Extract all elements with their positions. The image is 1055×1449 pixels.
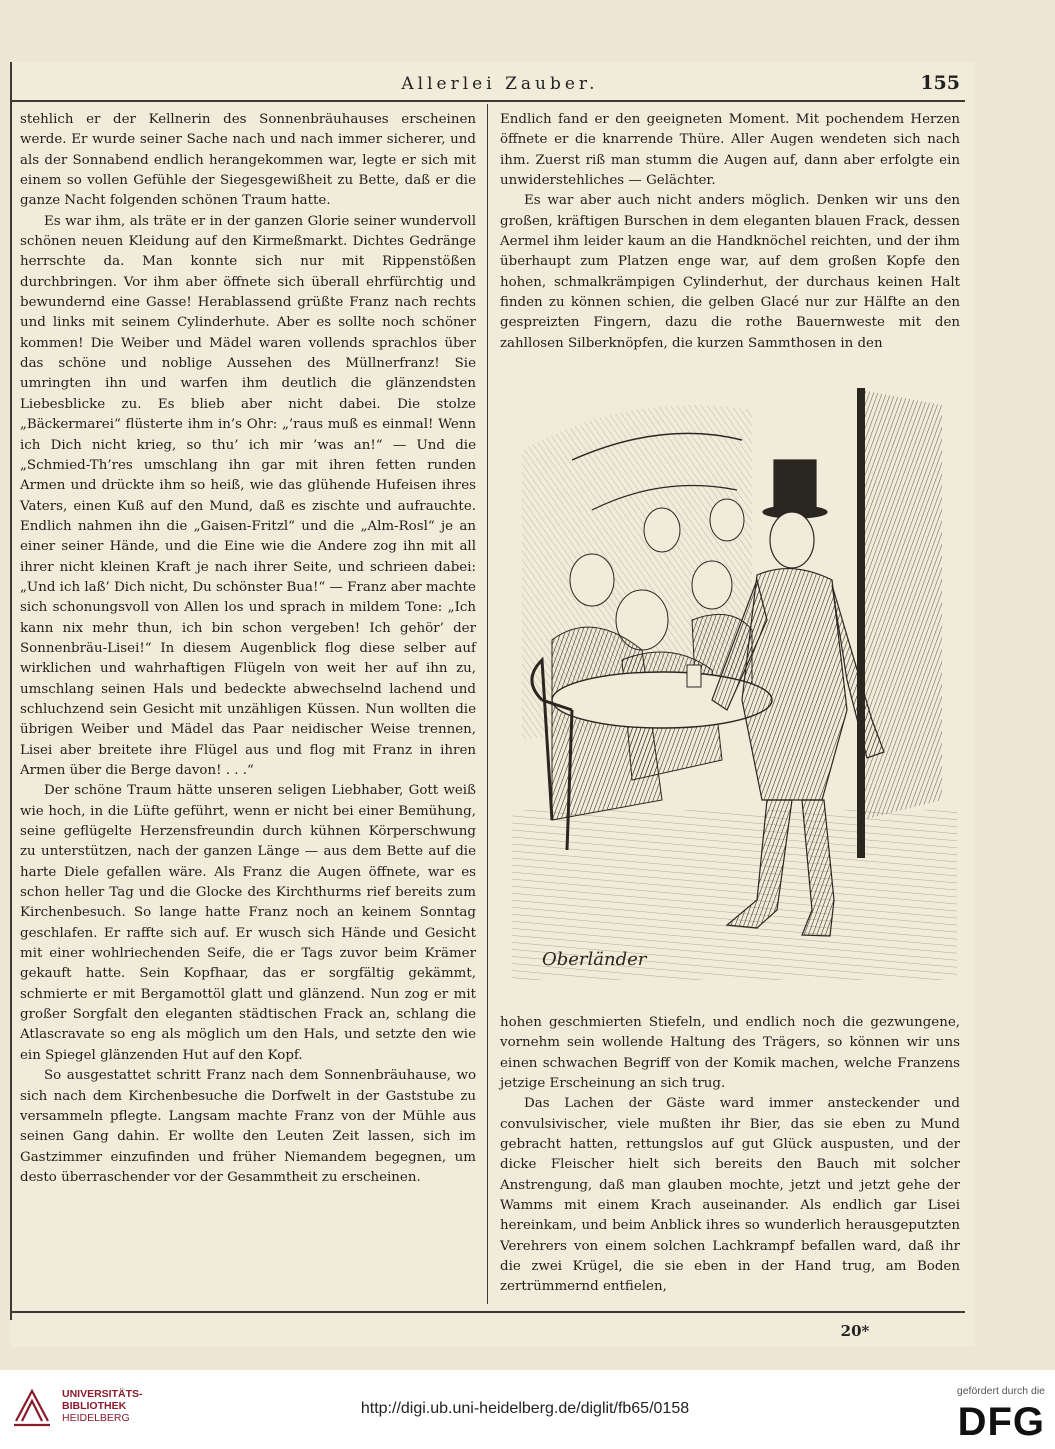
- university-seal-icon: [10, 1385, 54, 1429]
- running-head-title: Allerlei Zauber.: [401, 74, 599, 94]
- library-name: UNIVERSITÄTS- BIBLIOTHEK HEIDELBERG: [62, 1388, 143, 1424]
- text-column-right-top: [500, 110, 960, 374]
- paragraph: stehlich er der Kellnerin des Sonnenbräuhauses erscheinen werde. Er wurde seiner Sache nach und nach immer sicherer, und als der Sonnabend endlich herangekommen war, legte er sich mit einem so vollen Gefühle der Siegesgewißheit zu Bette, daß er die ganze Nacht folgenden schönen Traum hatte.: [20, 112, 476, 209]
- page-left-border: [10, 62, 12, 1320]
- artist-signature: Oberländer: [542, 949, 647, 970]
- paragraph: Endlich fand er den geeigneten Moment. Mit pochendem Herzen öffnete er die knarrende Thüre. Aller Augen wendeten sich nach ihm. Zuerst riß man stumm die Augen auf, dann aber erfolgte ein unwiderstehliches — Gelächter.: [500, 112, 960, 189]
- footer-rule: [10, 1311, 965, 1313]
- page-number: 155: [920, 72, 960, 94]
- paragraph: So ausgestattet schritt Franz nach dem Sonnenbräuhause, wo sich nach dem Kirchenbesuche die Dorfwelt in der Gaststube zu versammeln pflegte. Langsam machte Franz von der Mühle aus seinen Gang dahin. Er wollte den Leuten Zeit lassen, sich im Gastzimmer einzufinden und früher Niemandem begegnen, um desto überraschender vor der Gesammtheit zu erscheinen.: [20, 1068, 476, 1185]
- text-column-right-bottom: [500, 1013, 960, 1303]
- funded-by-label: gefördert durch die: [956, 1385, 1045, 1397]
- digitization-footer: [0, 1370, 1055, 1449]
- paragraph: hohen geschmierten Stiefeln, und endlich noch die gezwungene, vornehm sein wollende Haltung des Trägers, so können wir uns einen schwachen Begriff von der Komik machen, welche Franzens jetzige Erscheinung an sich trug.: [500, 1015, 960, 1092]
- source-url-link[interactable]: http://digi.ub.uni-heidelberg.de/diglit/fb65/0158: [360, 1400, 690, 1417]
- printer-signature-mark: 20*: [840, 1322, 870, 1340]
- dfg-logo: DFG: [957, 1400, 1045, 1444]
- paragraph: Der schöne Traum hätte unseren seligen Liebhaber, Gott weiß wie hoch, in die Lüfte geführt, wenn er nicht bei einer Bemühung, seine geflügelte Herzensfreundin durch kühnen Körperschwung zu unterstützen, nach der ganzen Länge — aus dem Bette auf die harte Diele gefallen wäre. Als Franz die Augen öffnete, war es schon heller Tag und die Glocke des Kirchthurms rief bereits zum Kirchenbesuch. So lange hatte Franz noch an keinem Sonntag geschlafen. Er raffte sich auf. Er wusch sich Hände und Gesicht mit einer wohlriechenden Seife, die er Tags zuvor beim Krämer gekauft hatte. Sein Kopfhaar, das er sorgfältig gekämmt, schmierte er mit Bergamottöl glatt und glänzend. Nun zog er mit großer Sorgfalt den eleganten städtischen Frack an, schlang die Atlascravate so eng als möglich um den Hals, und setzte den wie ein Spiegel glänzenden Hut auf den Kopf.: [20, 783, 476, 1063]
- paragraph: Es war aber auch nicht anders möglich. Denken wir uns den großen, kräftigen Burschen in dem eleganten blauen Frack, dessen Aermel ihm leider kaum an die Handknöchel reichten, und der ihm überhaupt zum Platzen enge war, auf dem großen Kopfe den hohen, schmalkrämpigen Cylinderhut, der durchaus keinen Halt finden zu können schien, die gelben Glacé nur zur Hälfte an den gespreizten Fingern, dazu die rothe Bauernweste mit den zahllosen Silberknöpfen, die kurzen Sammthosen in den: [500, 193, 960, 351]
- text-column-left: [20, 110, 476, 1300]
- header-rule: [10, 100, 965, 102]
- column-divider: [487, 104, 488, 1304]
- paragraph: Das Lachen der Gäste ward immer ansteckender und convulsivischer, viele mußten ihr Bier, das sie eben zu Mund gebracht hatten, rettungslos auf gut Glück auspusten, und der dicke Fleischer hielt sich bereits den Bauch mit solcher Anstrengung, daß man glauben mochte, jetzt und jetzt gehe der Wamms mit einem Krach auseinander. Als endlich gar Lisei hereinkam, und beim Anblick ihres so wunderlich herausgeputzten Verehrers von einem solchen Lachkrampf befallen ward, daß ihr die zwei Krügel, die sie eben in der Hand trug, am Boden zertrümmernd entfielen,: [500, 1096, 960, 1295]
- paragraph: Es war ihm, als träte er in der ganzen Glorie seiner wundervoll schönen neuen Kleidung auf den Kirmeßmarkt. Dichtes Gedränge herrschte da. Man konnte sich nur mit Rippenstößen durchbringen. Vor ihm aber öffnete sich überall ehrfürchtig und bewundernd eine Gasse! Herablassend grüßte Franz nach rechts und links mit seinem Cylinderhute. Aber es sollte noch schöner kommen! Die Weiber und Mädel waren vollends sprachlos über das schöne und noblige Aussehen des Müllnerfranz! Sie umringten ihn und warfen ihm deutlich die glänzendsten Liebesblicke zu. Es blieb aber nicht dabei. Die stolze „Bäckermarei“ flüsterte ihm in’s Ohr: „’raus muß es einmal! Wenn ich Dich nicht krieg, so thu’ ich mir ’was an!“ — Und die „Schmied-Th’res umschlang ihn gar mit ihren fetten runden Armen und drückte ihm so heiß, wie das glühende Hufeisen ihres Vaters, einen Kuß auf den Mund, daß es zischte und aufrauchte. Endlich nahmen ihn die „Gaisen-Fritzl“ und die „Alm-Rosl“ je an einer seiner Hände, und die Eine wie die Andere zog ihn mit all ihrer nicht kleinen Kraft je nach ihrer Seite, und schrieen dabei: „Und ich laß’ Dich nicht, Du schönster Bua!“ — Franz aber machte sich schonungsvoll von Allen los und sprach in mildem Tone: „Ich kann nix mehr thun, ich bin schon vergeben! Ich gehör’ der Sonnenbräu-Lisei!“ In diesem Augenblick flog diese selber auf wirklichen und wahrhaftigen Flügeln von weit her auf ihn zu, umschlang seinen Hals und bedeckte abwechselnd lachend und schluchzend sein Gesicht mit unzähligen Küssen. Nun wollten die übrigen Weiber und Mädel das Paar neidischer Weise trennen, Lisei aber breitete ihre Flügel aus und flog mit Franz in ihren Armen über die Berge davon! . . .“: [20, 213, 476, 778]
- engraving-illustration: [512, 380, 957, 990]
